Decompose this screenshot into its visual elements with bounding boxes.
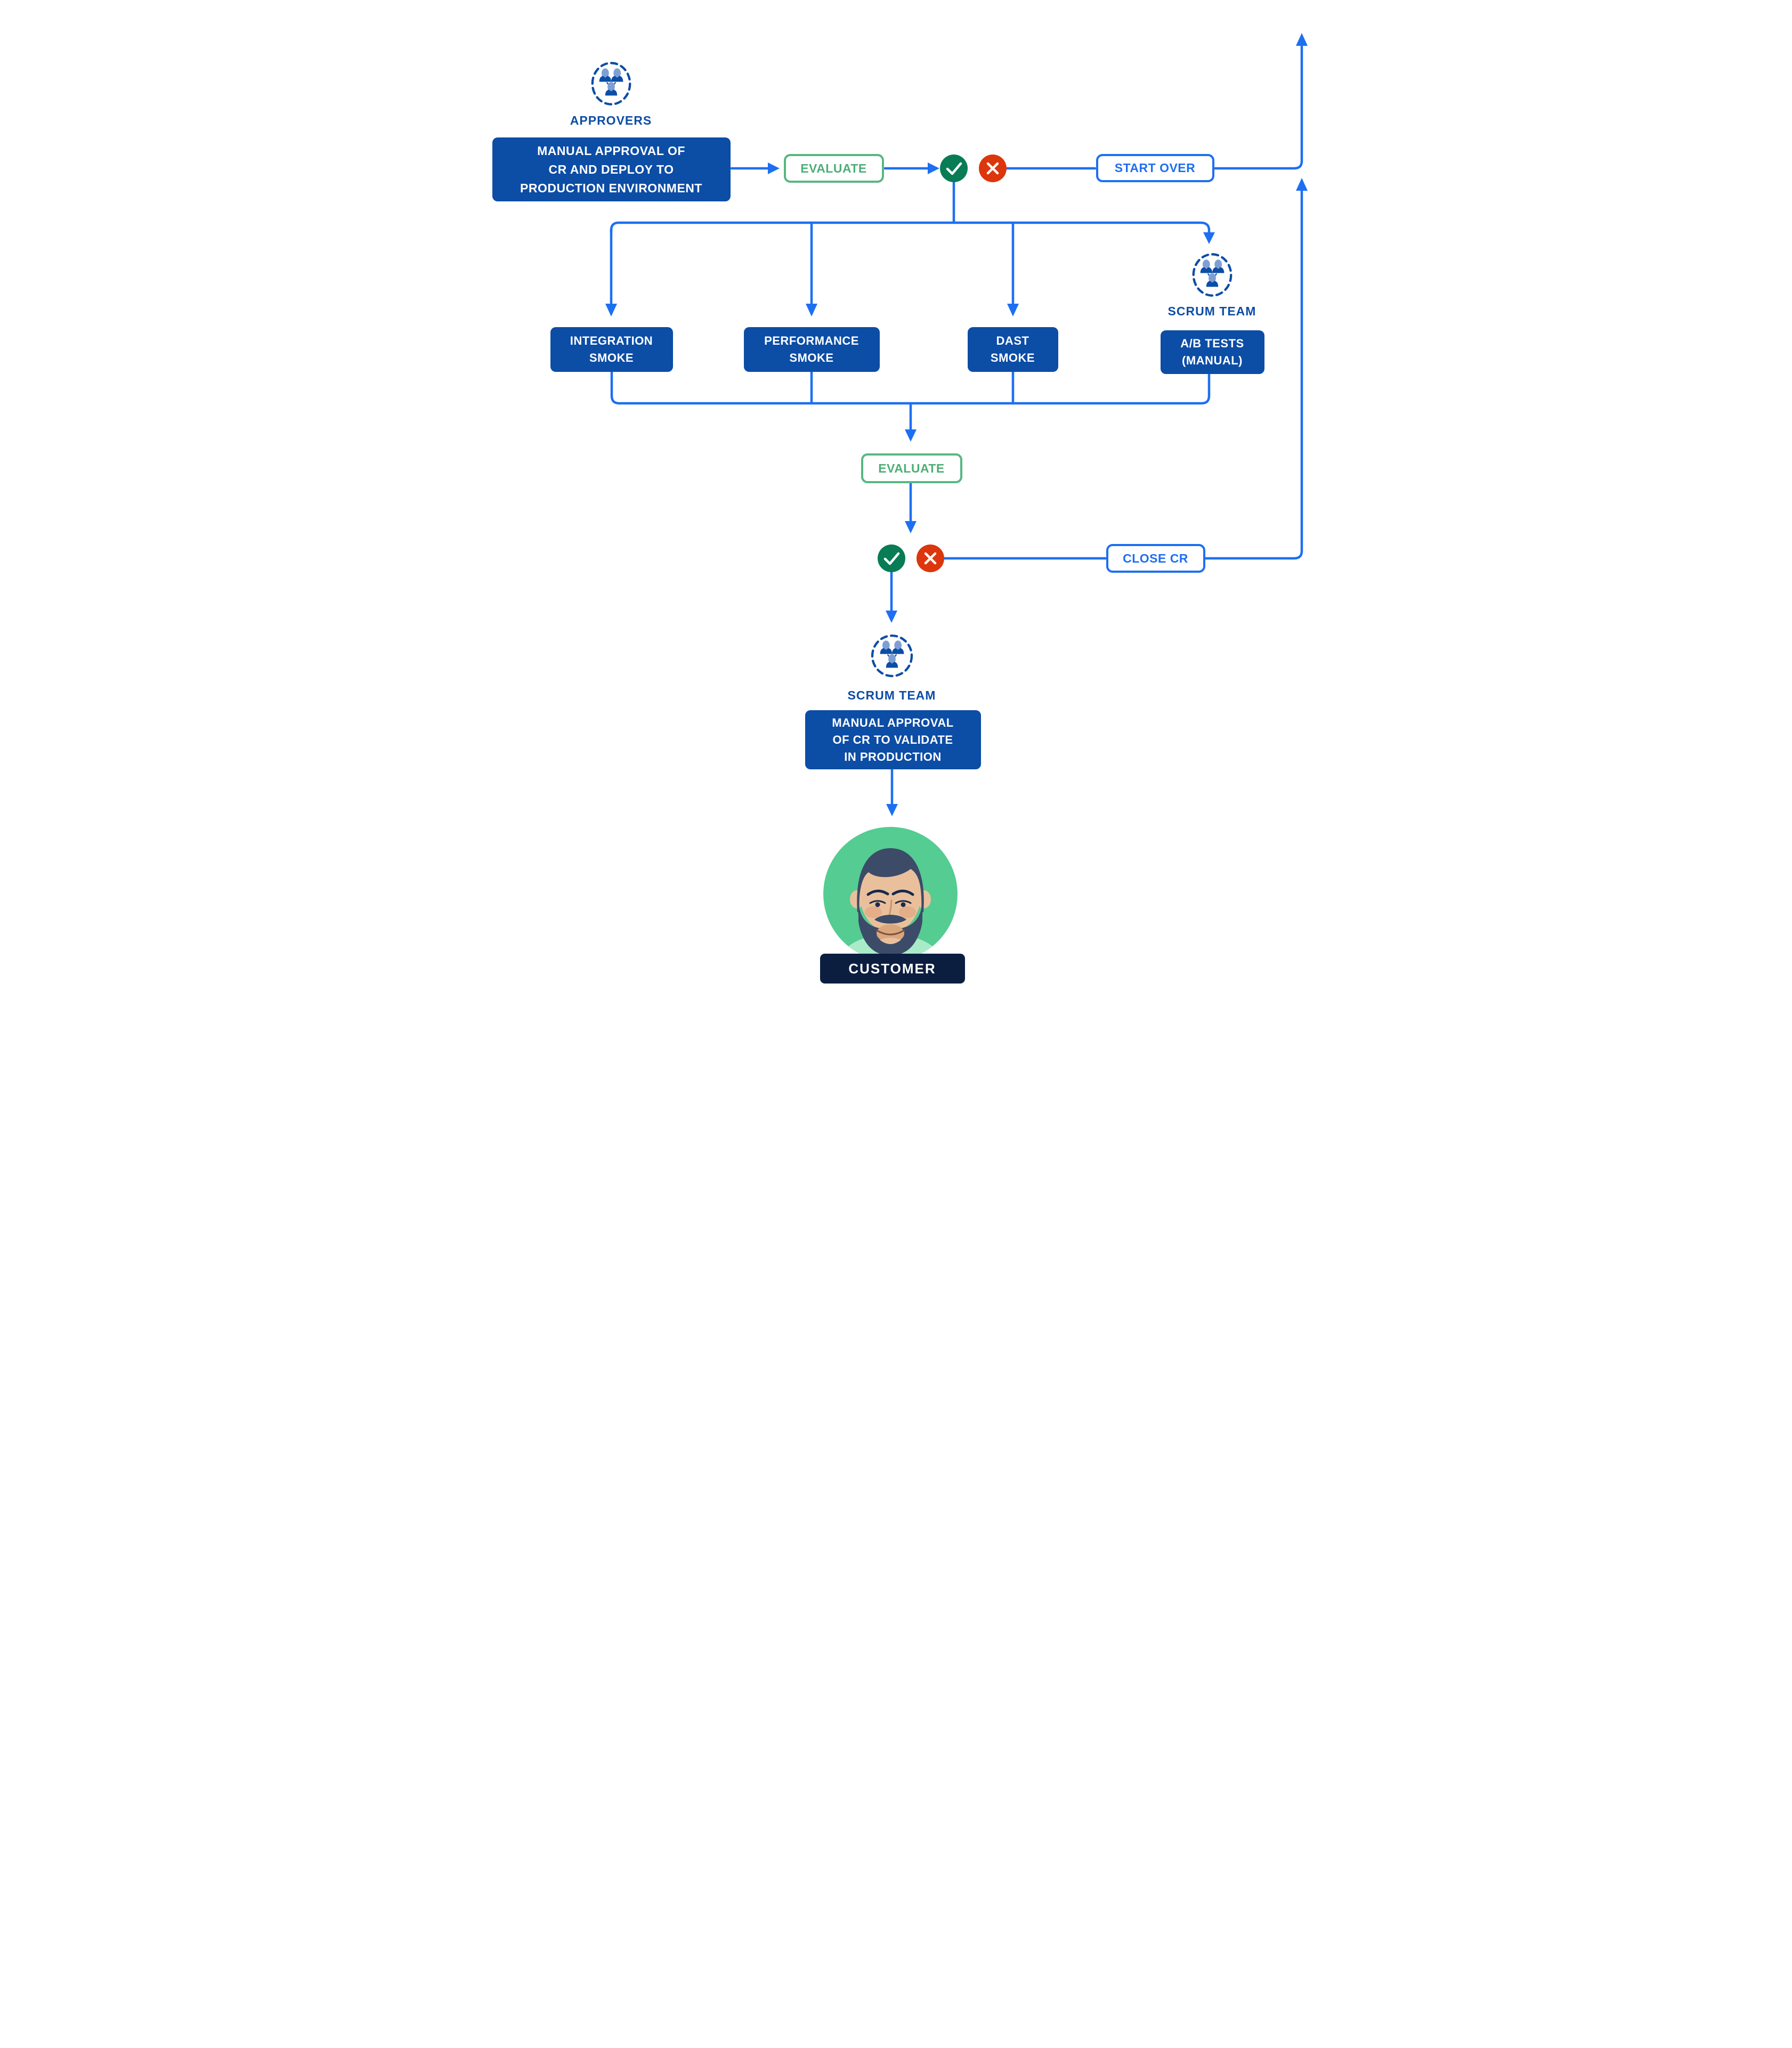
people-glyphs — [599, 68, 623, 95]
node-text-line: CLOSE CR — [1123, 551, 1188, 565]
edge-fanout-bar — [611, 223, 1209, 232]
scrum-team-top-label: SCRUM TEAM — [1167, 304, 1256, 318]
fail-cross-icon — [917, 544, 944, 572]
node-text-line: CR AND DEPLOY TO — [548, 162, 674, 176]
node-text-line: SMOKE — [789, 351, 834, 364]
arrowhead-right — [928, 162, 939, 174]
node-text-line: MANUAL APPROVAL — [832, 716, 954, 729]
node-text-line: INTEGRATION — [570, 334, 653, 347]
node-ab-tests-manual — [1161, 330, 1264, 374]
node-text-line: DAST — [996, 334, 1029, 347]
arrowhead-down — [806, 304, 817, 316]
node-close-cr — [1106, 544, 1205, 573]
avatar-blush — [899, 906, 916, 918]
node-text-line: START OVER — [1114, 161, 1196, 175]
arrowhead-up — [1296, 178, 1308, 191]
arrowhead-down — [886, 611, 897, 623]
node-text-line: PERFORMANCE — [764, 334, 859, 347]
node-manual-approval-validate — [805, 710, 981, 769]
node-evaluate-bottom — [861, 453, 962, 483]
approvers-group-icon — [588, 59, 634, 109]
arrowhead-down — [886, 804, 898, 816]
node-text-line: A/B TESTS — [1180, 337, 1244, 350]
customer-avatar — [823, 827, 958, 961]
node-text-line: IN PRODUCTION — [844, 750, 942, 763]
customer-label: CUSTOMER — [820, 954, 965, 984]
node-manual-approval-deploy — [492, 137, 731, 201]
people-glyphs — [880, 640, 904, 668]
arrowhead-right — [768, 162, 780, 174]
pass-check-icon — [878, 544, 905, 572]
scrum-team-group-icon — [869, 631, 915, 680]
node-text-line: EVALUATE — [800, 161, 867, 175]
node-start-over — [1096, 154, 1214, 182]
people-glyphs — [1200, 259, 1224, 287]
avatar-eye — [875, 903, 880, 907]
scrum-team-bottom-label: SCRUM TEAM — [847, 688, 936, 702]
arrowhead-down — [1007, 304, 1019, 316]
approvers-label: APPROVERS — [570, 113, 652, 127]
node-text-line: OF CR TO VALIDATE — [832, 733, 953, 746]
node-text-line: SMOKE — [589, 351, 634, 364]
edge-closecr-loop-up — [1206, 191, 1302, 558]
node-evaluate-top — [784, 154, 884, 183]
node-text-line: MANUAL APPROVAL OF — [537, 143, 685, 158]
pass-check-icon — [940, 155, 968, 182]
node-integration-smoke — [550, 327, 673, 372]
avatar-eye — [901, 903, 905, 907]
node-performance-smoke — [744, 327, 880, 372]
arrowhead-down — [905, 429, 917, 442]
edge-collector-bar — [612, 372, 1209, 403]
workflow-diagram — [448, 0, 1344, 1024]
arrowhead-down — [905, 521, 917, 533]
arrowhead-up — [1296, 33, 1308, 46]
arrowhead-down — [605, 304, 617, 316]
avatar-blush — [865, 906, 882, 918]
node-text-line: PRODUCTION ENVIRONMENT — [520, 181, 702, 195]
node-text-line: (MANUAL) — [1182, 354, 1243, 367]
edge-startover-loop-up — [1215, 46, 1302, 168]
fail-cross-icon — [979, 155, 1007, 182]
node-text-line: SMOKE — [990, 351, 1035, 364]
node-text-line: EVALUATE — [878, 461, 945, 475]
arrowhead-down — [1203, 232, 1215, 244]
scrum-team-group-icon — [1189, 250, 1235, 299]
node-dast-smoke — [968, 327, 1058, 372]
